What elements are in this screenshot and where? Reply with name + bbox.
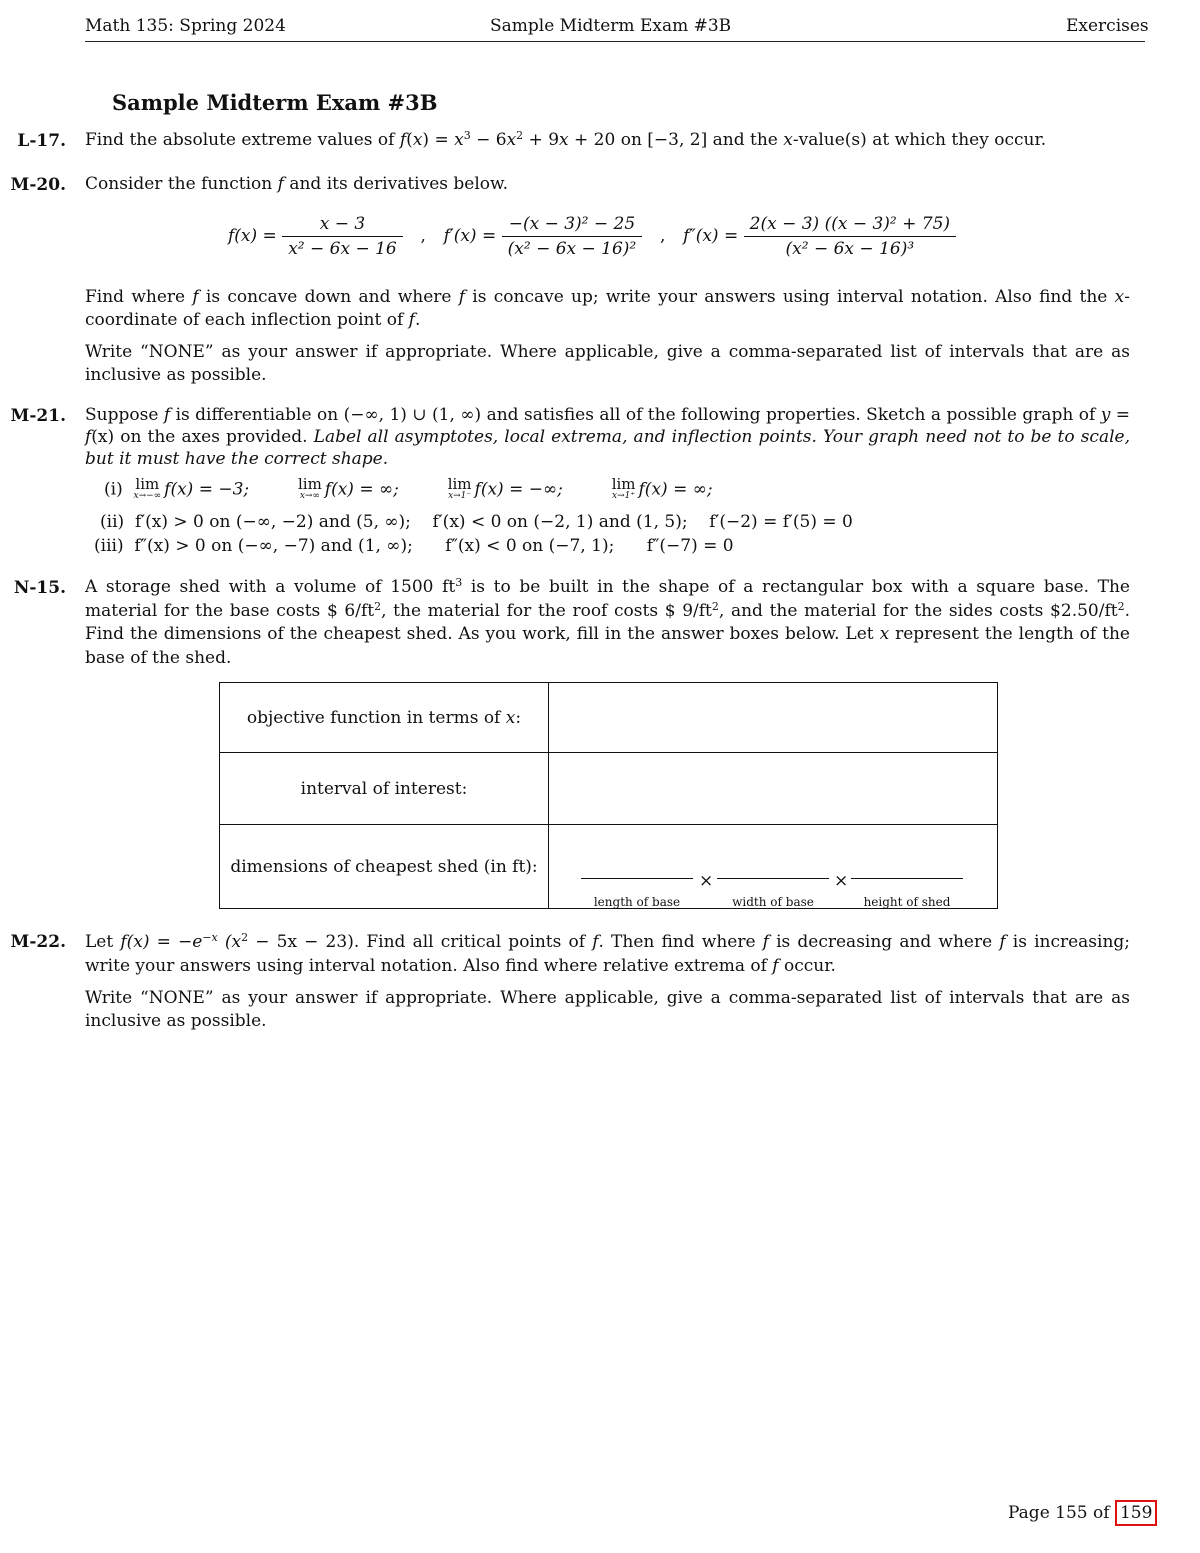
f-fraction: $\frac{x - 3}{\text{x² − 6x − 16}}$	[282, 214, 403, 259]
m21-limits-row: (i) lim x→−∞ f(x) = −3; lim x→∞ f(x) = ∞; lim x→1⁻ f(x) = −∞; lim x→1⁺ f(x) = ∞;	[104, 475, 713, 501]
length-caption: length of base	[593, 895, 681, 909]
fprime-fraction: $\frac{\text{−(x − 3)² − 25}}{\text{(x² − 6x − 16)²}}$	[502, 214, 643, 259]
header-exam-title: Sample Midterm Exam #3B	[490, 16, 732, 36]
problem-m22-text: Let $f(x) = -e^{-x}$ $(x^2 - 5x - 23)$. Find all critical points of f. Then find where f is decreasing and where f is increasing; write your answers using interval notation. Also find where relative extrema of f occur.	[85, 931, 1131, 976]
header-rule	[85, 41, 1145, 42]
problem-l17-text: Find the absolute extreme values of $f(x) = x^3 - 6x^2 + 9x + 20$ on [−3, 2] and the x-value(s) at which they occur.	[85, 129, 1047, 150]
interval-answer-box[interactable]	[549, 753, 998, 825]
problem-label-m20: M-20.	[10, 175, 66, 195]
page-number: Page 155 of 159	[1008, 1503, 1157, 1523]
problem-label-n15: N-15.	[13, 578, 66, 598]
header-section: Exercises	[1066, 16, 1149, 36]
height-caption: height of shed	[863, 895, 951, 909]
problem-m21-text: Suppose f is differentiable on (−∞, 1) ∪ (1, ∞) and satisfies all of the following properties. Sketch a possible graph of y = f(x) on the axes provided. Label all asymptotes, local extrema, and inflection points. Your graph need not to be to scale, but it must have the correct shape.	[85, 405, 1130, 469]
objective-function-answer-box[interactable]	[549, 683, 998, 753]
interval-label: interval of interest:	[220, 753, 549, 825]
width-blank[interactable]	[717, 878, 829, 879]
problem-label-m21: M-21.	[10, 406, 66, 426]
page-title: Sample Midterm Exam #3B	[112, 90, 438, 115]
header-course: Math 135: Spring 2024	[85, 16, 286, 36]
length-blank[interactable]	[581, 878, 693, 879]
fdoubleprime-lhs: f″(x) =	[683, 226, 739, 246]
f-lhs: f(x) =	[228, 226, 277, 246]
problem-label-l17: L-17.	[17, 131, 66, 151]
objective-function-label: objective function in terms of x:	[220, 683, 549, 753]
problem-m20-instructions: Find where f is concave down and where f is concave up; write your answers using interval notation. Also find the x-coordinate of each inflection point of f.	[85, 287, 1130, 330]
height-blank[interactable]	[851, 878, 963, 879]
fdoubleprime-fraction: $\frac{\text{2(x − 3) ((x − 3)² + 75)}}{\text{(x² − 6x − 16)³}}$	[744, 214, 956, 259]
times-sign: ×	[699, 871, 714, 891]
total-pages-highlight[interactable]: 159	[1115, 1500, 1157, 1526]
problem-m20-intro: Consider the function f and its derivatives below.	[85, 174, 508, 194]
m21-second-derivative-row: (iii) f″(x) > 0 on (−∞, −7) and (1, ∞); f″(x) < 0 on (−7, 1); f″(−7) = 0	[94, 536, 734, 556]
fprime-lhs: f′(x) =	[443, 226, 497, 246]
problem-n15-text: A storage shed with a volume of 1500 $ft^3$ is to be built in the shape of a rectangular box with a square base. The material for the base costs $ $6/ft^2$, the material for the roof costs $ $9/ft^2$, and the material for the sides costs $\$2.50/ft^2$. Find the dimensions of the cheapest shed. As you work, fill in the answer boxes below. Let x represent the length of the base of the shed.	[85, 576, 1130, 668]
problem-m22-note: Write “NONE” as your answer if appropriate. Where applicable, give a comma-separated list of intervals that are as inclusive as possible.	[85, 988, 1130, 1031]
times-sign: ×	[834, 871, 849, 891]
dimensions-label: dimensions of cheapest shed (in ft):	[220, 825, 549, 909]
answer-table	[219, 682, 998, 909]
problem-label-m22: M-22.	[10, 932, 66, 952]
m20-equations: f(x) = $\frac{x - 3}{\text{x² − 6x − 16}}$ , f′(x) = $\frac{\text{−(x − 3)² − 25}}{\text{(x² − 6x − 16)²}}$ , f″(x) = $\frac{\text{2(x − 3) ((x − 3)² + 75)}}{\text{(x² − 6x − 16)³}}$	[228, 214, 956, 259]
dimensions-answer-box[interactable]	[549, 825, 998, 909]
m21-derivative-row: (ii) f′(x) > 0 on (−∞, −2) and (5, ∞); f′(x) < 0 on (−2, 1) and (1, 5); f′(−2) = f′(5) = 0	[100, 512, 853, 532]
problem-m20-note: Write “NONE” as your answer if appropriate. Where applicable, give a comma-separated list of intervals that are as inclusive as possible.	[85, 342, 1130, 385]
width-caption: width of base	[732, 895, 814, 909]
